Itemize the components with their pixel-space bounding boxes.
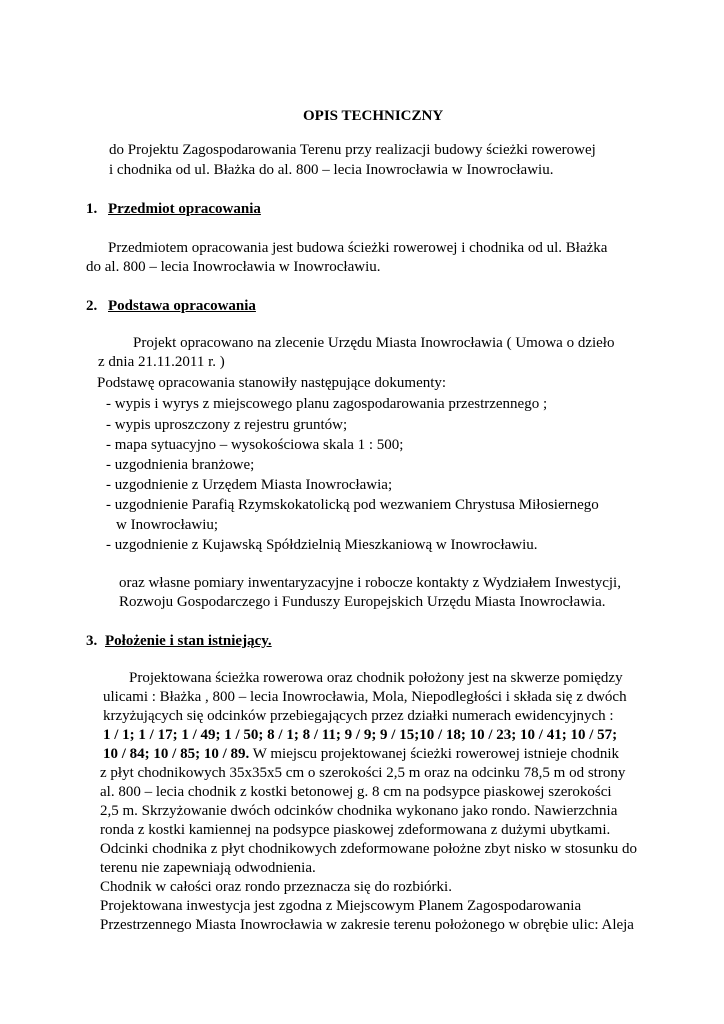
paragraph-line: krzyżujących się odcinków przebiegających przez działki numerach ewidencyjnych : — [103, 708, 614, 724]
parcel-numbers-line: 1 / 1; 1 / 17; 1 / 49; 1 / 50; 8 / 1; 8 / 11; 9 / 9; 9 / 15;10 / 18; 10 / 23; 10 / 41; 10 / 57; — [103, 727, 618, 743]
paragraph-text: W miejscu projektowanej ścieżki rowerowej istnieje chodnik — [249, 746, 620, 762]
section-number: 2. — [86, 298, 98, 314]
paragraph-line: z dnia 21.11.2011 r. ) — [98, 354, 225, 370]
section-number: 3. — [86, 633, 98, 649]
list-item: - mapa sytuacyjno – wysokościowa skala 1 : 500; — [106, 437, 404, 453]
intro-line: do Projektu Zagospodarowania Terenu przy realizacji budowy ścieżki rowerowej — [109, 142, 596, 158]
section-heading: Podstawa opracowania — [108, 298, 256, 314]
documents-intro: Podstawę opracowania stanowiły następujące dokumenty: — [97, 375, 447, 391]
intro-line: i chodnika od ul. Błażka do al. 800 – lecia Inowrocławia w Inowrocławiu. — [109, 162, 554, 178]
section-heading: Przedmiot opracowania — [108, 201, 261, 217]
paragraph-line: ulicami : Błażka , 800 – lecia Inowrocławia, Mola, Niepodległości i składa się z dwóch — [103, 689, 627, 705]
paragraph-line: Przedmiotem opracowania jest budowa ścieżki rowerowej i chodnika od ul. Błażka — [108, 240, 608, 256]
paragraph-line: Odcinki chodnika z płyt chodnikowych zdeformowane położne zbyt nisko w stosunku do — [100, 841, 637, 857]
list-item: - uzgodnienie z Kujawską Spółdzielnią Mieszkaniową w Inowrocławiu. — [106, 537, 538, 553]
paragraph-line: Projektowana ścieżka rowerowa oraz chodnik położony jest na skwerze pomiędzy — [129, 670, 623, 686]
list-item: - wypis uproszczony z rejestru gruntów; — [106, 417, 348, 433]
list-item: - uzgodnienie z Urzędem Miasta Inowrocławia; — [106, 477, 393, 493]
paragraph-line — [103, 745, 619, 764]
paragraph-line: ronda z kostki kamiennej na podsypce piaskowej zdeformowana z dużymi ubytkami. — [100, 822, 611, 838]
paragraph-line: z płyt chodnikowych 35x35x5 cm o szerokości 2,5 m oraz na odcinku 78,5 m od strony — [100, 765, 626, 781]
paragraph-line: do al. 800 – lecia Inowrocławia w Inowrocławiu. — [86, 259, 381, 275]
paragraph-line: Projekt opracowano na zlecenie Urzędu Miasta Inowrocławia ( Umowa o dzieło — [133, 335, 615, 351]
list-item: - wypis i wyrys z miejscowego planu zagospodarowania przestrzennego ; — [106, 396, 548, 412]
list-item: w Inowrocławiu; — [116, 517, 219, 533]
paragraph-line: Projektowana inwestycja jest zgodna z Miejscowym Planem Zagospodarowania — [100, 898, 582, 914]
paragraph-line: Przestrzennego Miasta Inowrocławia w zakresie terenu położonego w obrębie ulic: Aleja — [100, 917, 634, 933]
section-number: 1. — [86, 201, 98, 217]
parcel-numbers-end: 10 / 84; 10 / 85; 10 / 89. — [103, 746, 250, 762]
paragraph-line: 2,5 m. Skrzyżowanie dwóch odcinków chodnika wykonano jako rondo. Nawierzchnia — [100, 803, 618, 819]
section-heading: Położenie i stan istniejący. — [105, 633, 272, 649]
document-title: OPIS TECHNICZNY — [303, 108, 444, 124]
list-item: - uzgodnienia branżowe; — [106, 457, 255, 473]
paragraph-line: oraz własne pomiary inwentaryzacyjne i robocze kontakty z Wydziałem Inwestycji, — [119, 575, 621, 591]
list-item: - uzgodnienie Parafią Rzymskokatolicką pod wezwaniem Chrystusa Miłosiernego — [106, 497, 599, 513]
paragraph-line: terenu nie zapewniają odwodnienia. — [100, 860, 316, 876]
paragraph-line: Rozwoju Gospodarczego i Funduszy Europejskich Urzędu Miasta Inowrocławia. — [119, 594, 606, 610]
paragraph-line: al. 800 – lecia chodnik z kostki betonowej g. 8 cm na podsypce piaskowej szerokości — [100, 784, 612, 800]
paragraph-line: Chodnik w całości oraz rondo przeznacza się do rozbiórki. — [100, 879, 452, 895]
